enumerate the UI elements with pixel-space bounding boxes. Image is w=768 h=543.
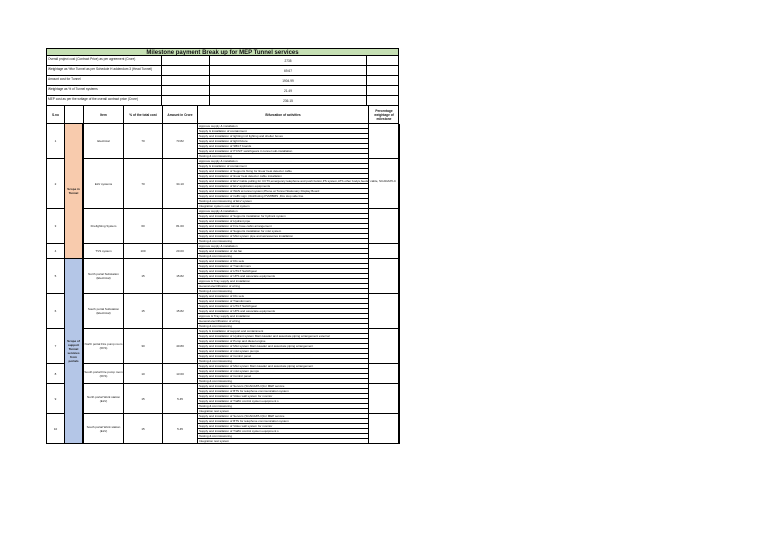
header-amount: Amount in Crore <box>163 106 198 123</box>
activity-item: Integration test system <box>198 409 368 414</box>
row-sno: 7 <box>47 329 65 364</box>
row-sno: 3 <box>47 209 65 244</box>
activity-item: Supply and installation of Servers (SCADA/PLC)for MEP service <box>198 384 368 389</box>
row-pct-total: 70 <box>124 159 163 209</box>
row-item: South portal Work station (ELV) <box>83 414 124 444</box>
table-body <box>46 124 399 444</box>
row-pct-total: 15 <box>124 294 163 329</box>
activity-list <box>198 414 369 444</box>
activity-item: Testing & commissioning of ELV system <box>198 199 368 204</box>
row-weightage <box>369 244 400 259</box>
activity-item: Testing & commissioning <box>198 324 368 329</box>
header-scope <box>65 106 83 123</box>
activity-list <box>198 329 369 364</box>
row-amount: 34.10 <box>163 159 198 209</box>
row-item: North portal Fire pump room (FFS) <box>83 329 124 364</box>
row-item: TVS system <box>83 244 124 259</box>
activity-item: Approve & Tray supply and installation <box>198 279 368 284</box>
summary-value: 21.49 <box>209 86 367 95</box>
activity-item: Testing & commissioning <box>198 434 368 439</box>
summary-divider <box>161 76 162 85</box>
summary-label: Weightage as % of Tunnel systems <box>48 87 98 91</box>
row-item: Electrical <box>83 124 124 159</box>
activity-item: Supply and installation of ELV application equipments <box>198 184 368 189</box>
activity-item: Testing & commissioning <box>198 239 368 244</box>
activity-item: Supply and installation of Control panel <box>198 374 368 379</box>
header-activities: Bifurcation of activities <box>198 106 369 123</box>
row-item: North portal Work station (ELV) <box>83 384 124 414</box>
activity-item: Supply & installation of containment <box>198 164 368 169</box>
activity-item: Supply & installation of containment <box>198 129 368 134</box>
activity-list <box>198 294 369 329</box>
activity-item: Supply and installation of Hydrant system Main Header and associate piping arrangement external <box>198 334 368 339</box>
row-item: South portal Fire pump room (FFS) <box>83 364 124 384</box>
summary-row <box>46 76 399 86</box>
activity-item: Supply and installation of DG sets <box>198 259 368 264</box>
activity-item: Supply and installation of Fire hose cabin arrangement <box>198 224 368 229</box>
table-header <box>46 106 399 124</box>
activity-list <box>198 124 369 159</box>
activity-item: General electrification of wiring <box>198 284 368 289</box>
summary-label: Amount cost for Tunnel <box>48 77 81 81</box>
activity-item: Supply & installation of support and containment <box>198 329 368 334</box>
activity-list <box>198 209 369 244</box>
activity-item: Supply and installation of Mist system Main Header and associate piping arrangement <box>198 344 368 349</box>
summary-row <box>46 86 399 96</box>
row-item: Firefighting System <box>83 209 124 244</box>
activity-item: Supply and installation of Traffic control system equipment s <box>198 399 368 404</box>
activity-list <box>198 384 369 414</box>
row-amount: 15.82 <box>163 294 198 329</box>
activity-item: General electrification of wiring <box>198 319 368 324</box>
row-pct-total: 10 <box>124 364 163 384</box>
activity-item: Testing & commissioning <box>198 359 368 364</box>
summary-divider <box>161 86 162 95</box>
activity-item: Approve & Tray supply and installation <box>198 314 368 319</box>
activity-item: Supply and installation of lighting incl lighting and shelter boxes <box>198 134 368 139</box>
scope-label: Scope in Tunnel <box>65 124 83 259</box>
row-sno: 4 <box>47 244 65 259</box>
header-sno: S.no <box>47 106 65 123</box>
activity-item: Supply and installation of Supports fixing for linear heat detector cable <box>198 169 368 174</box>
activity-item: Supply and installation of WAN at tunnel system,Phone at Tunnel Stationary Display Board <box>198 189 368 194</box>
row-weightage <box>369 364 400 384</box>
activity-item: Supply and installation of UPS and associate equipments <box>198 309 368 314</box>
summary-value: 2735 <box>209 56 367 65</box>
activity-item: Integration system over tunnel system <box>198 204 368 209</box>
activity-item: Supply and installation of HT/LT Switchgear <box>198 304 368 309</box>
summary-value: 236.15 <box>209 96 367 105</box>
activity-item: Testing & commissioning <box>198 154 368 159</box>
row-weightage <box>369 329 400 364</box>
activity-item: Supply and installation of HT/LT Switchgear <box>198 269 368 274</box>
row-amount: 73.82 <box>163 124 198 159</box>
row-pct-total: 30 <box>124 329 163 364</box>
activity-item: Supply and installation of ITCS/T switchgears in tunnel sub-installation <box>198 149 368 154</box>
activity-item: Supply and installation of DG sets <box>198 294 368 299</box>
row-weightage <box>369 159 400 209</box>
row-weightage <box>369 384 400 414</box>
activity-list <box>198 259 369 294</box>
summary-row <box>46 56 399 66</box>
row-amount: 13.60 <box>163 364 198 384</box>
summary-value: 1904.99 <box>209 76 367 85</box>
activity-item: Testing & commissioning <box>198 289 368 294</box>
activity-item: Supply and installation of Transformers <box>198 264 368 269</box>
header-weightage: Percentage weightage of milestone <box>374 108 394 121</box>
summary-row <box>46 96 399 106</box>
activity-item: Supply and installation of BTS for telephone communication system <box>198 389 368 394</box>
activity-item: Testing & commissioning <box>198 404 368 409</box>
summary-label: MEP cost as per the writage of the overall contract price (Crore) <box>48 97 138 101</box>
row-item: ELV systems <box>83 159 124 209</box>
row-weightage <box>369 414 400 444</box>
row-amount: 40.80 <box>163 329 198 364</box>
row-weightage <box>369 259 400 294</box>
row-pct-total: 60 <box>124 209 163 244</box>
activity-item: Supply and installation of Traffic control system equipment s <box>198 429 368 434</box>
row-sno: 9 <box>47 384 65 414</box>
activity-item: Supply and installation of Video wall system for monitor <box>198 394 368 399</box>
summary-label: Overall project cost (Contract Price) as per agreement (Crore) <box>48 57 136 61</box>
row-pct-total: 15 <box>124 414 163 444</box>
summary-label: Weightage as %for Tunnel as per Schedule H addendum 3 (Head Tunnel) <box>48 67 153 71</box>
activity-item: Supply and installation of linear heat detector cable installation <box>198 174 368 179</box>
row-amount: 5.45 <box>163 384 198 414</box>
activity-item: Supply and installation of BTS for telephone communication system <box>198 419 368 424</box>
row-item: South portal Substation (Electrical) <box>83 294 124 329</box>
row-pct-total: 15 <box>124 384 163 414</box>
activity-item: Supply and installation of mist system pumps <box>198 349 368 354</box>
activity-item: Supply and installation of Pump and diesel engine <box>198 339 368 344</box>
sheet-title: Milestone payment Break up for MEP Tunnel services <box>46 48 399 56</box>
row-amount: 20.00 <box>163 244 198 259</box>
activity-item: Supply and installation of UPS and associate equipments <box>198 274 368 279</box>
activity-item: Integration test system <box>198 439 368 444</box>
activity-item: Supply and installation of Hydrant pipe <box>198 219 368 224</box>
activity-item: Approve supply & installation <box>198 244 368 249</box>
summary-row <box>46 66 399 76</box>
activity-item: Supply and installation of ELV Cable pulling for CCTV,emergency telephone and push button,PS system,ATS other bodys,feeder cable, SCADA/PLC <box>199 179 397 183</box>
activity-item: Testing & commissioning <box>198 254 368 259</box>
activity-item: Testing & commissioning <box>198 379 368 384</box>
row-item: North portal Substation (Electrical) <box>83 259 124 294</box>
row-sno: 6 <box>47 294 65 329</box>
activity-item: Approve supply & installation <box>198 209 368 214</box>
activity-item: Supply and installation of SB/LT boards <box>198 144 368 149</box>
row-amount: 81.60 <box>163 209 198 244</box>
row-sno: 2 <box>47 159 65 209</box>
activity-item: Approve supply & installation <box>198 159 368 164</box>
activity-item: Supply and installation of Jet fan <box>198 249 368 254</box>
activity-item: Supply and installation of mist system pumps <box>198 369 368 374</box>
summary-divider <box>161 66 162 75</box>
summary-block <box>46 56 399 106</box>
row-sno: 8 <box>47 364 65 384</box>
activity-item: Supply and installation of Supports installation for hydrant system <box>198 214 368 219</box>
row-sno: 1 <box>47 124 65 159</box>
activity-list <box>198 244 369 259</box>
row-sno: 5 <box>47 259 65 294</box>
activity-list <box>198 364 369 384</box>
row-weightage <box>369 124 400 159</box>
activity-item: Supply and installation of Servers (SCADA/PLC)for MEP service <box>198 414 368 419</box>
row-pct-total: 100 <box>124 244 163 259</box>
header-pct-total: % of the total cost <box>124 106 163 123</box>
activity-item: Supply and installation of Control panel <box>198 354 368 359</box>
activity-item: Supply and installation of traffic sign ,Distributing PVM/BMS ,Fire stop side line <box>198 194 368 199</box>
header-item: Item <box>83 106 124 123</box>
summary-divider <box>161 56 162 65</box>
row-weightage <box>369 209 400 244</box>
activity-item: Supply and installation of light fixture <box>198 139 368 144</box>
activity-item: Supply and installation of Video wall system for monitor <box>198 424 368 429</box>
row-weightage <box>369 294 400 329</box>
activity-item: Supply and installation of Supports installation for mist system <box>198 229 368 234</box>
row-pct-total: 70 <box>124 124 163 159</box>
activity-item: Approve supply & installation <box>198 124 368 129</box>
milestone-sheet <box>46 48 399 444</box>
activity-item: Supply and installation of Mist system pipe and accessories installation <box>198 234 368 239</box>
activity-item: Supply and installation of Transformers <box>198 299 368 304</box>
row-sno: 10 <box>47 414 65 444</box>
activity-list <box>198 159 397 209</box>
scope-label: Scope of support Tunnel services from portals <box>65 259 83 444</box>
summary-divider <box>161 96 162 105</box>
row-pct-total: 15 <box>124 259 163 294</box>
summary-value: 69.67 <box>209 66 367 75</box>
row-amount: 5.45 <box>163 414 198 444</box>
row-amount: 15.82 <box>163 259 198 294</box>
activity-item: Supply and installation of Mist system Main Header and associate piping arrangement <box>198 364 368 369</box>
